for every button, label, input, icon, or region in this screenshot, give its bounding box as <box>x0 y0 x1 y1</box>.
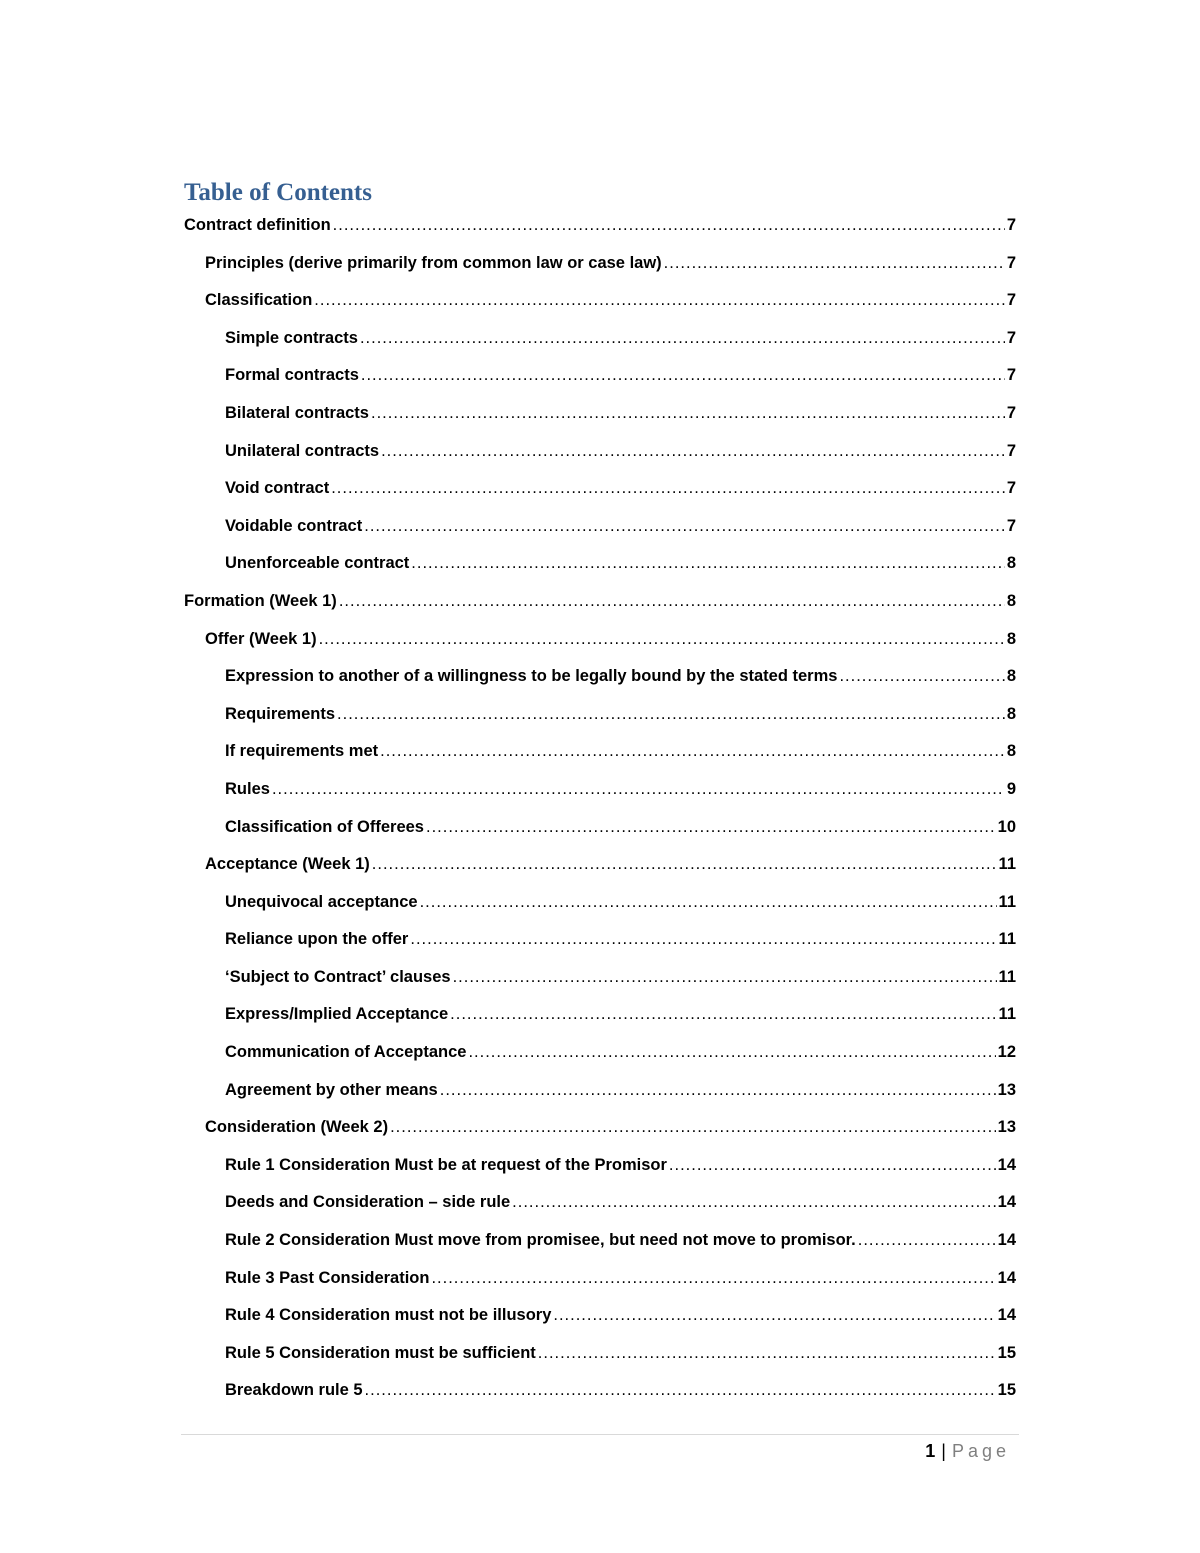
toc-entry[interactable] <box>184 924 1016 962</box>
toc-entry-text: Unequivocal acceptance <box>225 892 418 911</box>
toc-entry[interactable] <box>184 1112 1016 1150</box>
toc-entry-text: Consideration (Week 2) <box>205 1118 389 1137</box>
toc-dot-leader <box>314 285 1005 315</box>
toc-dot-leader <box>468 1037 995 1067</box>
toc-entry[interactable] <box>184 699 1016 737</box>
toc-dot-leader <box>319 624 1005 654</box>
toc-dot-leader <box>420 887 997 917</box>
toc-entry-page: 11 <box>998 930 1016 949</box>
toc-dot-leader <box>380 736 1005 766</box>
toc-entry-text: Express/Implied Acceptance <box>225 1005 449 1024</box>
toc-entry-page: 8 <box>1006 554 1016 573</box>
toc-dot-leader <box>272 774 1005 804</box>
toc-entry-text: Unenforceable contract <box>225 554 410 573</box>
toc-entry-text: Rules <box>225 779 270 798</box>
toc-entry-page: 12 <box>997 1043 1016 1062</box>
toc-entry[interactable] <box>184 1037 1016 1075</box>
toc-entry-page: 8 <box>1006 742 1016 761</box>
toc-entry[interactable] <box>184 436 1016 474</box>
toc-entry[interactable] <box>184 849 1016 887</box>
toc-dot-leader <box>331 473 1005 503</box>
toc-entry[interactable] <box>184 661 1016 699</box>
toc-entry[interactable] <box>184 1187 1016 1225</box>
toc-entry[interactable] <box>184 586 1016 624</box>
footer-page-number: 1 <box>925 1441 936 1461</box>
footer-separator: | <box>941 1441 946 1461</box>
toc-entry-text: Void contract <box>225 479 330 498</box>
toc-entry-page: 7 <box>1006 403 1016 422</box>
toc-entry[interactable] <box>184 323 1016 361</box>
toc-entry-page: 7 <box>1006 441 1016 460</box>
toc-entry-text: Rule 1 Consideration Must be at request of the Promisor <box>225 1155 667 1174</box>
toc-list <box>184 210 1016 1413</box>
toc-entry-page: 7 <box>1006 366 1016 385</box>
toc-entry-text: Contract definition <box>184 216 331 234</box>
toc-entry-text: Rule 3 Past Consideration <box>225 1268 430 1287</box>
toc-dot-leader <box>390 1112 996 1142</box>
toc-entry[interactable] <box>184 210 1016 248</box>
toc-entry-page: 8 <box>1006 629 1016 648</box>
toc-entry-text: Bilateral contracts <box>225 403 369 422</box>
toc-dot-leader <box>339 586 1005 616</box>
toc-entry-page: 13 <box>997 1080 1016 1099</box>
toc-entry[interactable] <box>184 887 1016 925</box>
toc-dot-leader <box>553 1300 995 1330</box>
toc-entry-page: 10 <box>997 817 1016 836</box>
toc-entry-text: Simple contracts <box>225 328 358 347</box>
toc-entry[interactable] <box>184 624 1016 662</box>
toc-dot-leader <box>453 962 997 992</box>
toc-entry[interactable] <box>184 736 1016 774</box>
toc-entry[interactable] <box>184 360 1016 398</box>
toc-entry-text: Deeds and Consideration – side rule <box>225 1193 511 1212</box>
toc-entry-page: 7 <box>1006 291 1016 310</box>
toc-entry[interactable] <box>184 1375 1016 1413</box>
page-footer <box>925 1438 1010 1464</box>
toc-entry[interactable] <box>184 962 1016 1000</box>
toc-entry[interactable] <box>184 1263 1016 1301</box>
toc-entry-page: 14 <box>997 1231 1016 1250</box>
toc-entry-page: 11 <box>998 1005 1016 1024</box>
toc-entry-page: 8 <box>1006 591 1016 610</box>
toc-entry[interactable] <box>184 548 1016 586</box>
toc-dot-leader <box>426 812 996 842</box>
toc-entry[interactable] <box>184 774 1016 812</box>
toc-dot-leader <box>440 1075 996 1105</box>
toc-entry-text: Classification <box>205 291 313 310</box>
toc-entry[interactable] <box>184 812 1016 850</box>
toc-dot-leader <box>450 999 996 1029</box>
toc-dot-leader <box>538 1338 996 1368</box>
toc-entry-text: Requirements <box>225 704 336 723</box>
toc-entry[interactable] <box>184 999 1016 1037</box>
toc-entry-text: Formation (Week 1) <box>184 591 337 610</box>
toc-dot-leader <box>410 924 996 954</box>
toc-dot-leader <box>431 1263 995 1293</box>
toc-dot-leader <box>411 548 1005 578</box>
toc-dot-leader <box>371 398 1005 428</box>
toc-entry[interactable] <box>184 398 1016 436</box>
toc-dot-leader <box>361 360 1005 390</box>
toc-dot-leader <box>512 1187 995 1217</box>
toc-entry-page: 15 <box>997 1381 1016 1400</box>
toc-entry[interactable] <box>184 511 1016 549</box>
toc-entry-page: 7 <box>1006 479 1016 498</box>
toc-entry-page: 7 <box>1006 516 1016 535</box>
toc-entry-page: 14 <box>997 1268 1016 1287</box>
toc-entry-page: 14 <box>997 1193 1016 1212</box>
toc-entry-page: 9 <box>1006 779 1016 798</box>
toc-entry-page: 14 <box>997 1155 1016 1174</box>
toc-entry[interactable] <box>184 473 1016 511</box>
toc-dot-leader <box>333 210 1005 240</box>
toc-entry-page: 8 <box>1006 704 1016 723</box>
toc-entry-text: Breakdown rule 5 <box>225 1381 363 1400</box>
toc-entry-text: Offer (Week 1) <box>205 629 317 648</box>
toc-entry-page: 7 <box>1006 328 1016 347</box>
toc-entry-text: ‘Subject to Contract’ clauses <box>225 967 451 986</box>
toc-entry-text: Unilateral contracts <box>225 441 380 460</box>
toc-entry[interactable] <box>184 1150 1016 1188</box>
toc-entry-page: 11 <box>998 967 1016 986</box>
toc-entry-page: 13 <box>997 1118 1016 1137</box>
toc-entry-text: Rule 4 Consideration must not be illusory <box>225 1306 552 1325</box>
footer-divider <box>181 1434 1019 1435</box>
toc-entry[interactable] <box>184 248 1016 286</box>
toc-dot-leader <box>858 1225 996 1255</box>
toc-entry-page: 15 <box>997 1343 1016 1362</box>
toc-entry-text: Voidable contract <box>225 516 363 535</box>
toc-entry-text: Agreement by other means <box>225 1080 438 1099</box>
footer-page-label: Page <box>951 1441 1010 1461</box>
toc-entry-text: Formal contracts <box>225 366 359 385</box>
toc-dot-leader <box>364 511 1005 541</box>
toc-entry-page: 7 <box>1006 216 1016 234</box>
toc-entry-text: Reliance upon the offer <box>225 930 409 949</box>
toc-entry[interactable] <box>184 1338 1016 1376</box>
toc-entry[interactable] <box>184 285 1016 323</box>
toc-entry-page: 7 <box>1006 253 1016 272</box>
toc-entry-page: 8 <box>1006 667 1016 686</box>
toc-entry-text: Classification of Offerees <box>225 817 424 836</box>
toc-dot-leader <box>365 1375 996 1405</box>
toc-entry[interactable] <box>184 1300 1016 1338</box>
toc-entry-text: Acceptance (Week 1) <box>205 855 370 874</box>
toc-title: Table of Contents <box>184 179 372 206</box>
toc-dot-leader <box>360 323 1005 353</box>
toc-entry-text: If requirements met <box>225 742 379 761</box>
toc-dot-leader <box>664 248 1005 278</box>
toc-dot-leader <box>669 1150 996 1180</box>
toc-entry[interactable] <box>184 1225 1016 1263</box>
toc-entry-text: Communication of Acceptance <box>225 1043 467 1062</box>
toc-entry-text: Principles (derive primarily from common law or case law) <box>205 253 662 272</box>
toc-entry-text: Expression to another of a willingness to be legally bound by the stated terms <box>225 667 838 686</box>
toc-entry-text: Rule 5 Consideration must be sufficient <box>225 1343 536 1362</box>
toc-dot-leader <box>372 849 997 879</box>
toc-entry-text: Rule 2 Consideration Must move from promisee, but need not move to promisor. <box>225 1231 856 1250</box>
toc-entry-page: 11 <box>998 892 1016 911</box>
toc-dot-leader <box>381 436 1005 466</box>
toc-dot-leader <box>337 699 1005 729</box>
toc-entry-page: 11 <box>998 855 1016 874</box>
toc-entry[interactable] <box>184 1075 1016 1113</box>
toc-entry-page: 14 <box>997 1306 1016 1325</box>
toc-dot-leader <box>839 661 1004 691</box>
